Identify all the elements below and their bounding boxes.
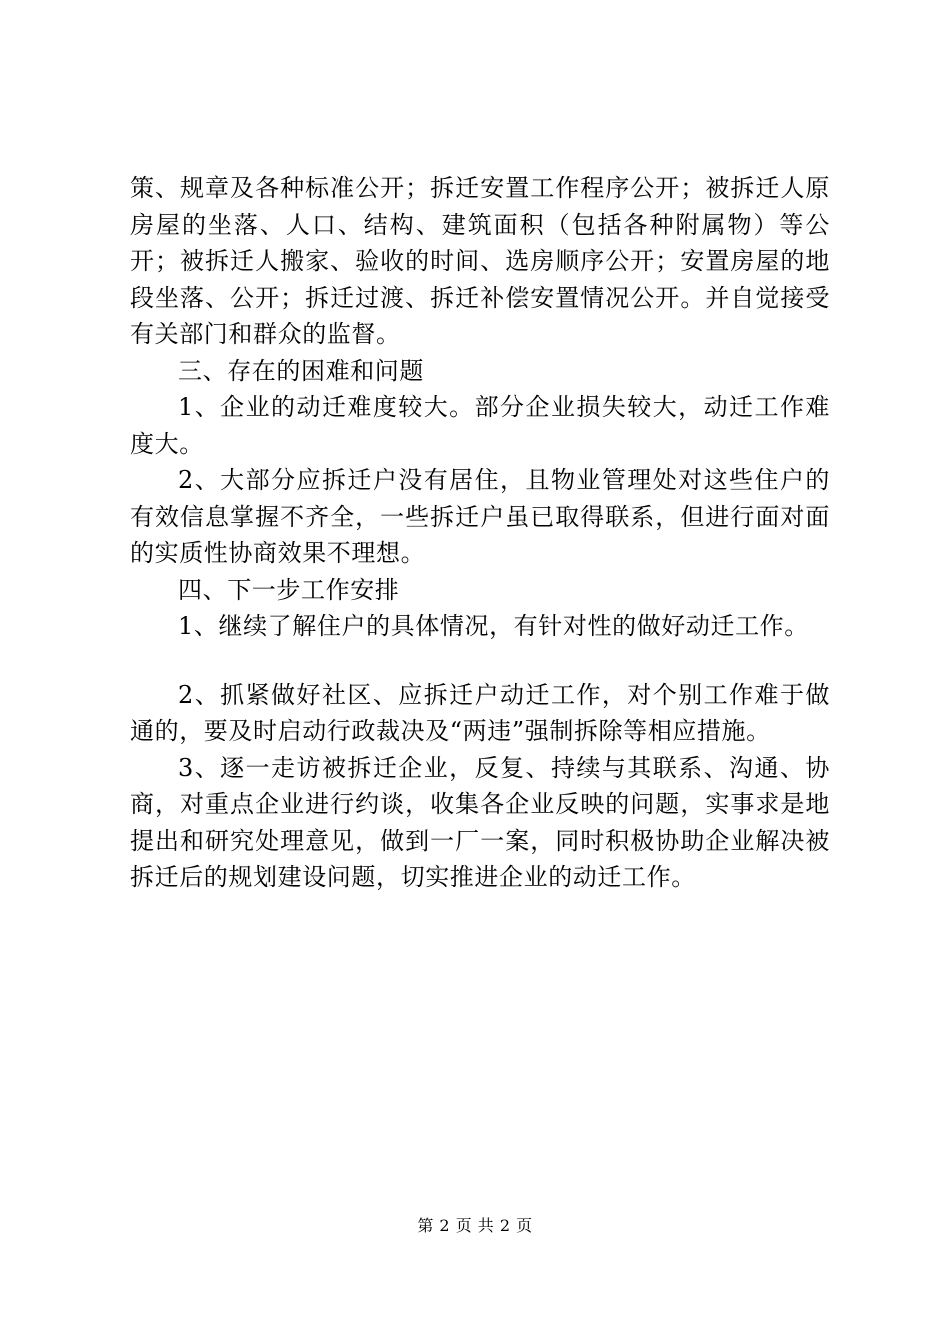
paragraph-next-step-3: 3、逐一走访被拆迁企业，反复、持续与其联系、沟通、协商，对重点企业进行约谈，收集各企业反映的问题，实事求是地提出和研究处理意见，做到一厂一案，同时积极协助企业解决被拆迁后的规划建设问题，切实推进企业的动迁工作。 [130, 753, 830, 891]
document-body [130, 170, 830, 896]
section-heading-next-steps: 四、下一步工作安排 [178, 575, 400, 604]
section-heading-difficulties: 三、存在的困难和问题 [178, 356, 424, 385]
paragraph-next-step-1: 1、继续了解住户的具体情况，有针对性的做好动迁工作。 [178, 612, 809, 640]
page-number-label: 第 2 页 共 2 页 [417, 1216, 533, 1235]
paragraph-difficulty-2: 2、大部分应拆迁户没有居住，且物业管理处对这些住户的有效信息掌握不齐全，一些拆迁户虽已取得联系，但进行面对面的实质性协商效果不理想。 [130, 466, 830, 567]
paragraph-disclosure-continuation: 策、规章及各种标准公开；拆迁安置工作程序公开；被拆迁人原房屋的坐落、人口、结构、建筑面积（包括各种附属物）等公开；被拆迁人搬家、验收的时间、选房顺序公开；安置房屋的地段坐落、公开；拆迁过渡、拆迁补偿安置情况公开。并自觉接受有关部门和群众的监督。 [130, 174, 830, 348]
page-footer [0, 1214, 950, 1238]
paragraph-spacer [130, 645, 830, 677]
paragraph-next-step-2: 2、抓紧做好社区、应拆迁户动迁工作，对个别工作难于做通的，要及时启动行政裁决及“两违”强制拆除等相应措施。 [130, 680, 830, 745]
paragraph-difficulty-1: 1、企业的动迁难度较大。部分企业损失较大，动迁工作难度大。 [130, 393, 830, 458]
